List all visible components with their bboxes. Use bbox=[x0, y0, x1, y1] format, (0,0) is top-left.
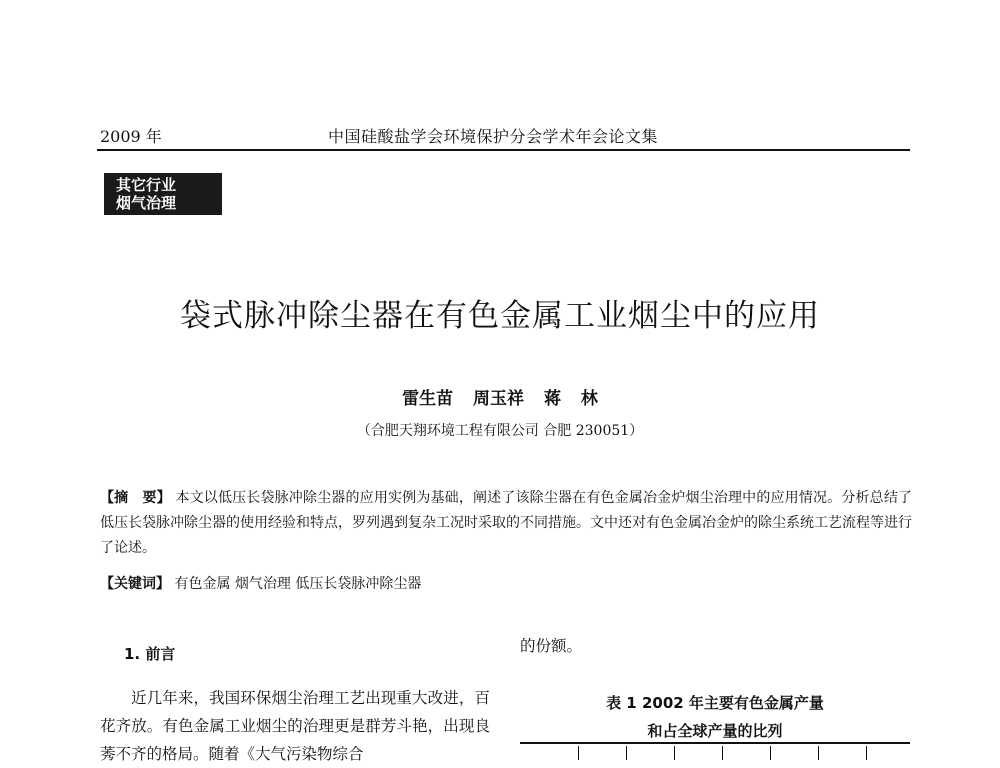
paper-affiliation: （合肥天翔环境工程有限公司 合肥 230051） bbox=[356, 423, 644, 439]
table-caption bbox=[520, 689, 910, 745]
table-top-rule bbox=[520, 742, 910, 744]
section-heading: 1. 前言 bbox=[124, 645, 176, 663]
header-rule bbox=[97, 149, 910, 151]
right-column-text: 的份额。 bbox=[520, 637, 583, 655]
table-column-divider bbox=[578, 746, 579, 760]
badge-line-1: 其它行业 bbox=[116, 176, 177, 194]
table-caption-line-1: 表 1 2002 年主要有色金属产量 bbox=[606, 694, 824, 712]
section-body-text: 近几年来，我国环保烟尘治理工艺出现重大改进，百花齐放。有色金属工业烟尘的治理更是群芳斗艳，出现良莠不齐的格局。随着《大气污染物综合 bbox=[100, 689, 490, 763]
keywords-label: 【关键词】 bbox=[100, 576, 170, 592]
table-caption-line-2: 和占全球产量的比列 bbox=[647, 722, 783, 740]
paper-authors: 雷生苗 周玉祥 蒋 林 bbox=[402, 389, 598, 409]
abstract bbox=[100, 486, 912, 561]
keywords-text: 有色金属 烟气治理 低压长袋脉冲除尘器 bbox=[174, 576, 422, 592]
paper-title: 袋式脉冲除尘器在有色金属工业烟尘中的应用 bbox=[180, 298, 820, 334]
table-column-divider bbox=[674, 746, 675, 760]
keywords bbox=[100, 572, 912, 597]
column-badge bbox=[104, 173, 222, 215]
header-year: 2009 年 bbox=[100, 127, 162, 146]
abstract-label: 【摘 要】 bbox=[100, 490, 171, 506]
header-journal-title: 中国硅酸盐学会环境保护分会学术年会论文集 bbox=[328, 127, 659, 146]
table-column-divider bbox=[866, 746, 867, 760]
badge-line-2: 烟气治理 bbox=[116, 194, 177, 212]
table-column-divider bbox=[818, 746, 819, 760]
table-column-divider bbox=[626, 746, 627, 760]
table-column-divider bbox=[770, 746, 771, 760]
table-column-divider bbox=[722, 746, 723, 760]
abstract-text: 本文以低压长袋脉冲除尘器的应用实例为基础，阐述了该除尘器在有色金属冶金炉烟尘治理中的应用情况。分析总结了低压长袋脉冲除尘器的使用经验和特点，罗列遇到复杂工况时采取的不同措施。文中还对有色金属冶金炉的除尘系统工艺流程等进行了论述。 bbox=[100, 490, 913, 556]
